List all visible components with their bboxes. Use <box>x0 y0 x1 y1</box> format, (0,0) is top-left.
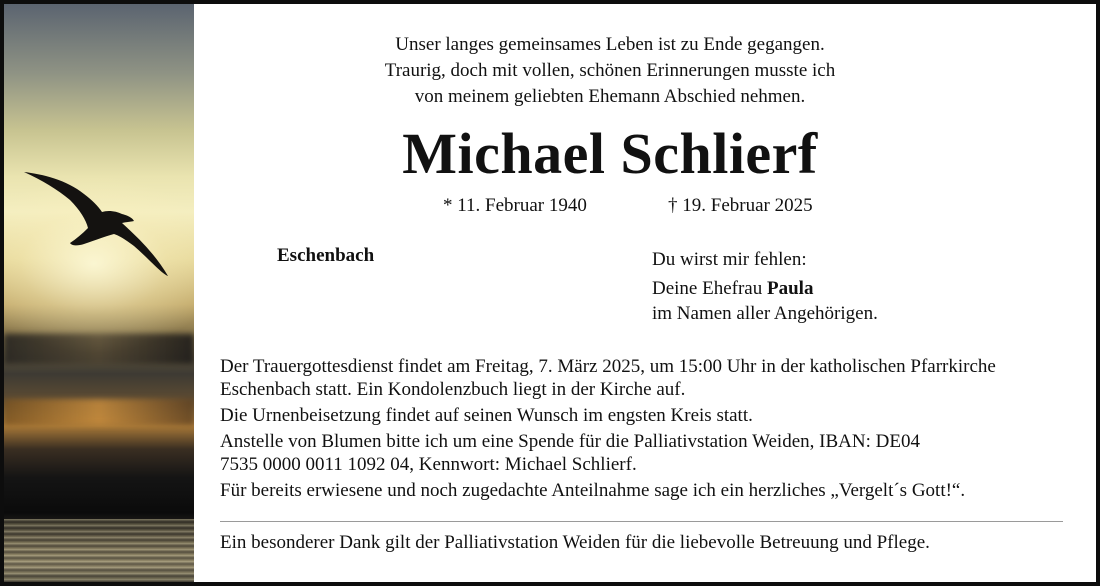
divider-line <box>220 521 1063 522</box>
thanks-note: Ein besonderer Dank gilt der Palliativstation Weiden für die liebevolle Betreuung und Pflege. <box>220 532 930 553</box>
signature-prefix: Deine Ehefrau <box>652 278 767 299</box>
intro-text <box>260 32 960 110</box>
intro-line: Unser langes gemeinsames Leben ist zu Ende gegangen. <box>395 34 825 55</box>
place-name: Eschenbach <box>277 245 375 266</box>
intro-line: von meinem geliebten Ehemann Abschied nehmen. <box>414 86 806 107</box>
body-paragraph: Anstelle von Blumen bitte ich um eine Spende für die Palliativstation Weiden, IBAN: DE04 7535 0000 0011 1092 04, Kennwort: Michael Schlierf. <box>220 431 920 475</box>
body-paragraph: Für bereits erwiesene und noch zugedachte Anteilnahme sage ich ein herzliches „Vergelt´s Gott!“. <box>220 480 966 501</box>
signature-line: Du wirst mir fehlen: <box>652 249 807 270</box>
body-paragraph: Die Urnenbeisetzung findet auf seinen Wunsch im engsten Kreis statt. <box>220 405 753 426</box>
signature-name: Paula <box>767 278 814 299</box>
death-date: † 19. Februar 2025 <box>668 195 813 216</box>
sunset-seagull-photo <box>4 4 194 582</box>
sunset-cloud-band <box>4 399 194 425</box>
signature-block <box>652 247 878 326</box>
signature-line: im Namen aller Angehörigen. <box>652 303 878 324</box>
announcement-body <box>220 355 1080 505</box>
body-paragraph: Der Trauergottesdienst findet am Freitag, 7. März 2025, um 15:00 Uhr in der katholischen Pfarrkirche Eschenbach statt. Ein Kondolenzbuch liegt in der Kirche auf. <box>220 356 996 400</box>
deceased-name: Michael Schlierf <box>402 121 818 186</box>
signature-line <box>652 276 878 301</box>
sea-surface <box>4 519 194 582</box>
cloud-band <box>4 334 194 364</box>
birth-date: * 11. Februar 1940 <box>443 195 587 216</box>
intro-line: Traurig, doch mit vollen, schönen Erinnerungen musste ich <box>384 60 836 81</box>
seagull-icon <box>22 164 172 284</box>
